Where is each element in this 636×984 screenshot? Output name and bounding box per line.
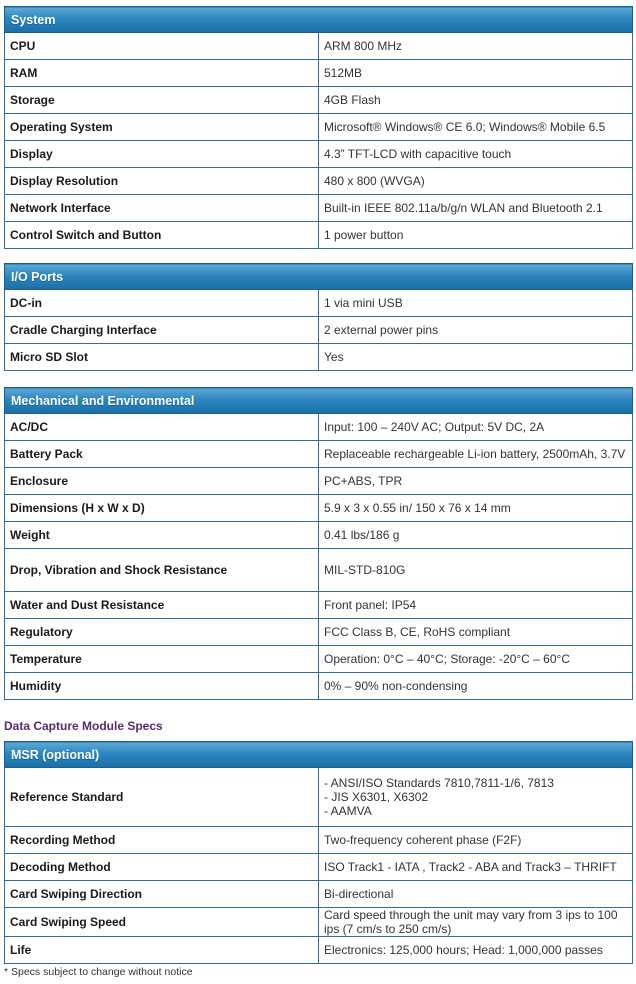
table-row [5, 495, 633, 522]
spec-label: CPU [5, 33, 319, 60]
spec-value: Electronics: 125,000 hours; Head: 1,000,000 passes [319, 937, 633, 964]
table-row [5, 673, 633, 700]
reference-standard-line: - ANSI/ISO Standards 7810,7811-1/6, 7813 [324, 776, 554, 790]
table-row [5, 87, 633, 114]
reference-standard-line: - AAMVA [324, 804, 372, 818]
table-row [5, 290, 633, 317]
footnote: * Specs subject to change without notice [4, 966, 193, 978]
mechanical-table [4, 387, 633, 700]
spec-label: Weight [5, 522, 319, 549]
spec-value: 2 external power pins [319, 317, 633, 344]
table-row [5, 441, 633, 468]
table-row [5, 522, 633, 549]
spec-label: Display Resolution [5, 168, 319, 195]
table-row [5, 114, 633, 141]
table-row [5, 549, 633, 592]
section-header-mechanical: Mechanical and Environmental [5, 388, 633, 414]
spec-value: 1 power button [319, 222, 633, 249]
spec-label: Display [5, 141, 319, 168]
table-row [5, 222, 633, 249]
table-row [5, 592, 633, 619]
table-row [5, 768, 633, 827]
spec-value: 0% – 90% non-condensing [319, 673, 633, 700]
spec-value: Input: 100 – 240V AC; Output: 5V DC, 2A [319, 414, 633, 441]
spec-label: AC/DC [5, 414, 319, 441]
table-row [5, 646, 633, 673]
section-header-system: System [5, 7, 633, 33]
table-row [5, 881, 633, 908]
spec-label: RAM [5, 60, 319, 87]
spec-value: ISO Track1 - IATA , Track2 - ABA and Track3 – THRIFT [319, 854, 633, 881]
spec-value: MIL-STD-810G [319, 549, 633, 592]
spec-value: 1 via mini USB [319, 290, 633, 317]
section-header-io-ports: I/O Ports [5, 264, 633, 290]
spec-value: Microsoft® Windows® CE 6.0; Windows® Mobile 6.5 [319, 114, 633, 141]
spec-value: 512MB [319, 60, 633, 87]
spec-value: Replaceable rechargeable Li-ion battery, 2500mAh, 3.7V [319, 441, 633, 468]
section-header-msr: MSR (optional) [5, 742, 633, 768]
table-row [5, 168, 633, 195]
spec-label: Dimensions (H x W x D) [5, 495, 319, 522]
spec-value [319, 768, 633, 827]
table-row [5, 33, 633, 60]
spec-value: 4GB Flash [319, 87, 633, 114]
spec-label: Micro SD Slot [5, 344, 319, 371]
table-row [5, 195, 633, 222]
spec-label: Cradle Charging Interface [5, 317, 319, 344]
table-row [5, 908, 633, 937]
spec-label: Enclosure [5, 468, 319, 495]
spec-label: Storage [5, 87, 319, 114]
system-table [4, 6, 633, 249]
spec-value: FCC Class B, CE, RoHS compliant [319, 619, 633, 646]
spec-value: Operation: 0°C – 40°C; Storage: -20°C – 60°C [319, 646, 633, 673]
table-row [5, 937, 633, 964]
spec-label: Drop, Vibration and Shock Resistance [5, 549, 319, 592]
table-row [5, 141, 633, 168]
spec-label: Regulatory [5, 619, 319, 646]
spec-label: Life [5, 937, 319, 964]
spec-value: 480 x 800 (WVGA) [319, 168, 633, 195]
msr-table [4, 741, 633, 964]
table-row [5, 468, 633, 495]
table-row [5, 60, 633, 87]
spec-value: 4.3” TFT-LCD with capacitive touch [319, 141, 633, 168]
spec-value: ARM 800 MHz [319, 33, 633, 60]
spec-value: Front panel: IP54 [319, 592, 633, 619]
table-row [5, 414, 633, 441]
table-row [5, 317, 633, 344]
table-row [5, 619, 633, 646]
spec-value: Yes [319, 344, 633, 371]
spec-value: Built-in IEEE 802.11a/b/g/n WLAN and Bluetooth 2.1 [319, 195, 633, 222]
spec-value: Two-frequency coherent phase (F2F) [319, 827, 633, 854]
spec-label: Battery Pack [5, 441, 319, 468]
spec-label: Water and Dust Resistance [5, 592, 319, 619]
io-ports-table [4, 263, 633, 371]
spec-label: Control Switch and Button [5, 222, 319, 249]
spec-label: Card Swiping Speed [5, 908, 319, 937]
spec-label: DC-in [5, 290, 319, 317]
data-capture-heading: Data Capture Module Specs [4, 719, 163, 733]
spec-label: Decoding Method [5, 854, 319, 881]
spec-value: Card speed through the unit may vary from 3 ips to 100 ips (7 cm/s to 250 cm/s) [319, 908, 633, 937]
spec-label: Reference Standard [5, 768, 319, 827]
spec-label: Operating System [5, 114, 319, 141]
spec-label: Card Swiping Direction [5, 881, 319, 908]
spec-label: Recording Method [5, 827, 319, 854]
table-row [5, 854, 633, 881]
table-row [5, 827, 633, 854]
spec-value: 0.41 lbs/186 g [319, 522, 633, 549]
spec-value: PC+ABS, TPR [319, 468, 633, 495]
table-row [5, 344, 633, 371]
spec-label: Humidity [5, 673, 319, 700]
reference-standard-line: - JIS X6301, X6302 [324, 790, 429, 804]
spec-label: Network Interface [5, 195, 319, 222]
spec-label: Temperature [5, 646, 319, 673]
spec-value: 5.9 x 3 x 0.55 in/ 150 x 76 x 14 mm [319, 495, 633, 522]
spec-value: Bi-directional [319, 881, 633, 908]
